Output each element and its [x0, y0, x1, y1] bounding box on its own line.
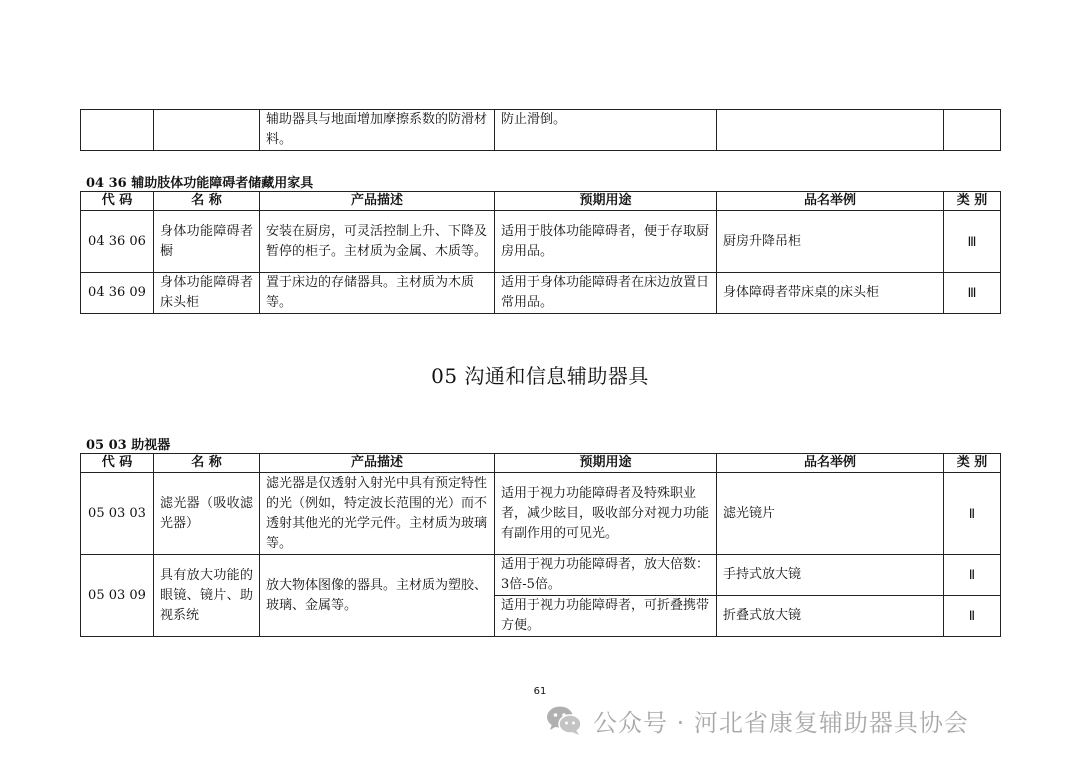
wechat-icon: [545, 704, 583, 736]
code-cell: 04 36 09: [81, 273, 154, 314]
chapter-title: 05 沟通和信息辅助器具: [431, 364, 649, 388]
class-cell: Ⅲ: [944, 211, 1001, 273]
class-cell: [944, 110, 1001, 151]
table-row: [81, 273, 1001, 314]
page-number: 61: [533, 686, 547, 697]
section-label: 04 36 辅助肢体功能障碍者储藏用家具: [86, 176, 314, 191]
header-description: 产品描述: [260, 454, 495, 473]
header-code: 代 码: [81, 192, 154, 211]
code-cell: [81, 110, 154, 151]
watermark: [545, 704, 969, 736]
example-cell: [717, 110, 944, 151]
example-cell: 厨房升降吊柜: [717, 211, 944, 273]
intended-use-cell: 适用于视力功能障碍者及特殊职业者，减少眩目，吸收部分对视力功能有副作用的可见光。: [495, 473, 717, 555]
header-example: 品名举例: [717, 454, 944, 473]
class-cell: Ⅱ: [944, 473, 1001, 555]
code-cell: 04 36 06: [81, 211, 154, 273]
table-header-row: [81, 454, 1001, 473]
name-cell: [154, 110, 260, 151]
table-row: [81, 555, 1001, 596]
header-intended-use: 预期用途: [495, 454, 717, 473]
name-cell: 身体功能障碍者橱: [154, 211, 260, 273]
intended-use-cell: 适用于身体功能障碍者在床边放置日常用品。: [495, 273, 717, 314]
section-label: 05 03 助视器: [86, 438, 171, 453]
header-intended-use: 预期用途: [495, 192, 717, 211]
example-cell: 手持式放大镜: [717, 555, 944, 596]
watermark-text: 公众号 · 河北省康复辅助器具协会: [593, 708, 969, 737]
intended-use-cell: 防止滑倒。: [495, 110, 717, 151]
class-cell: Ⅱ: [944, 596, 1001, 637]
intended-use-cell: 适用于视力功能障碍者，放大倍数：3倍-5倍。: [495, 555, 717, 596]
intended-use-cell: 适用于视力功能障碍者，可折叠携带方便。: [495, 596, 717, 637]
code-cell: 05 03 03: [81, 473, 154, 555]
header-name: 名 称: [154, 454, 260, 473]
header-description: 产品描述: [260, 192, 495, 211]
description-cell: 安装在厨房，可灵活控制上升、下降及暂停的柜子。主材质为金属、木质等。: [260, 211, 495, 273]
table-row: [81, 211, 1001, 273]
example-cell: 折叠式放大镜: [717, 596, 944, 637]
example-cell: 滤光镜片: [717, 473, 944, 555]
name-cell: 具有放大功能的眼镜、镜片、助视系统: [154, 555, 260, 637]
description-cell: 滤光器是仅透射入射光中具有预定特性的光（例如，特定波长范围的光）而不透射其他光的光学元件。主材质为玻璃等。: [260, 473, 495, 555]
header-class: 类 别: [944, 454, 1001, 473]
header-example: 品名举例: [717, 192, 944, 211]
class-cell: Ⅱ: [944, 555, 1001, 596]
storage-furniture-table: [80, 191, 1001, 314]
header-name: 名 称: [154, 192, 260, 211]
class-cell: Ⅲ: [944, 273, 1001, 314]
header-class: 类 别: [944, 192, 1001, 211]
table-header-row: [81, 192, 1001, 211]
table-row: [81, 110, 1001, 151]
example-cell: 身体障碍者带床桌的床头柜: [717, 273, 944, 314]
header-code: 代 码: [81, 454, 154, 473]
visual-aids-table: [80, 453, 1001, 637]
name-cell: 身体功能障碍者床头柜: [154, 273, 260, 314]
continuation-table: [80, 109, 1001, 151]
description-cell: 置于床边的存储器具。主材质为木质等。: [260, 273, 495, 314]
description-cell: 辅助器具与地面增加摩擦系数的防滑材料。: [260, 110, 495, 151]
code-cell: 05 03 09: [81, 555, 154, 637]
intended-use-cell: 适用于肢体功能障碍者，便于存取厨房用品。: [495, 211, 717, 273]
name-cell: 滤光器（吸收滤光器）: [154, 473, 260, 555]
table-row: [81, 473, 1001, 555]
description-cell: 放大物体图像的器具。主材质为塑胶、玻璃、金属等。: [260, 555, 495, 637]
